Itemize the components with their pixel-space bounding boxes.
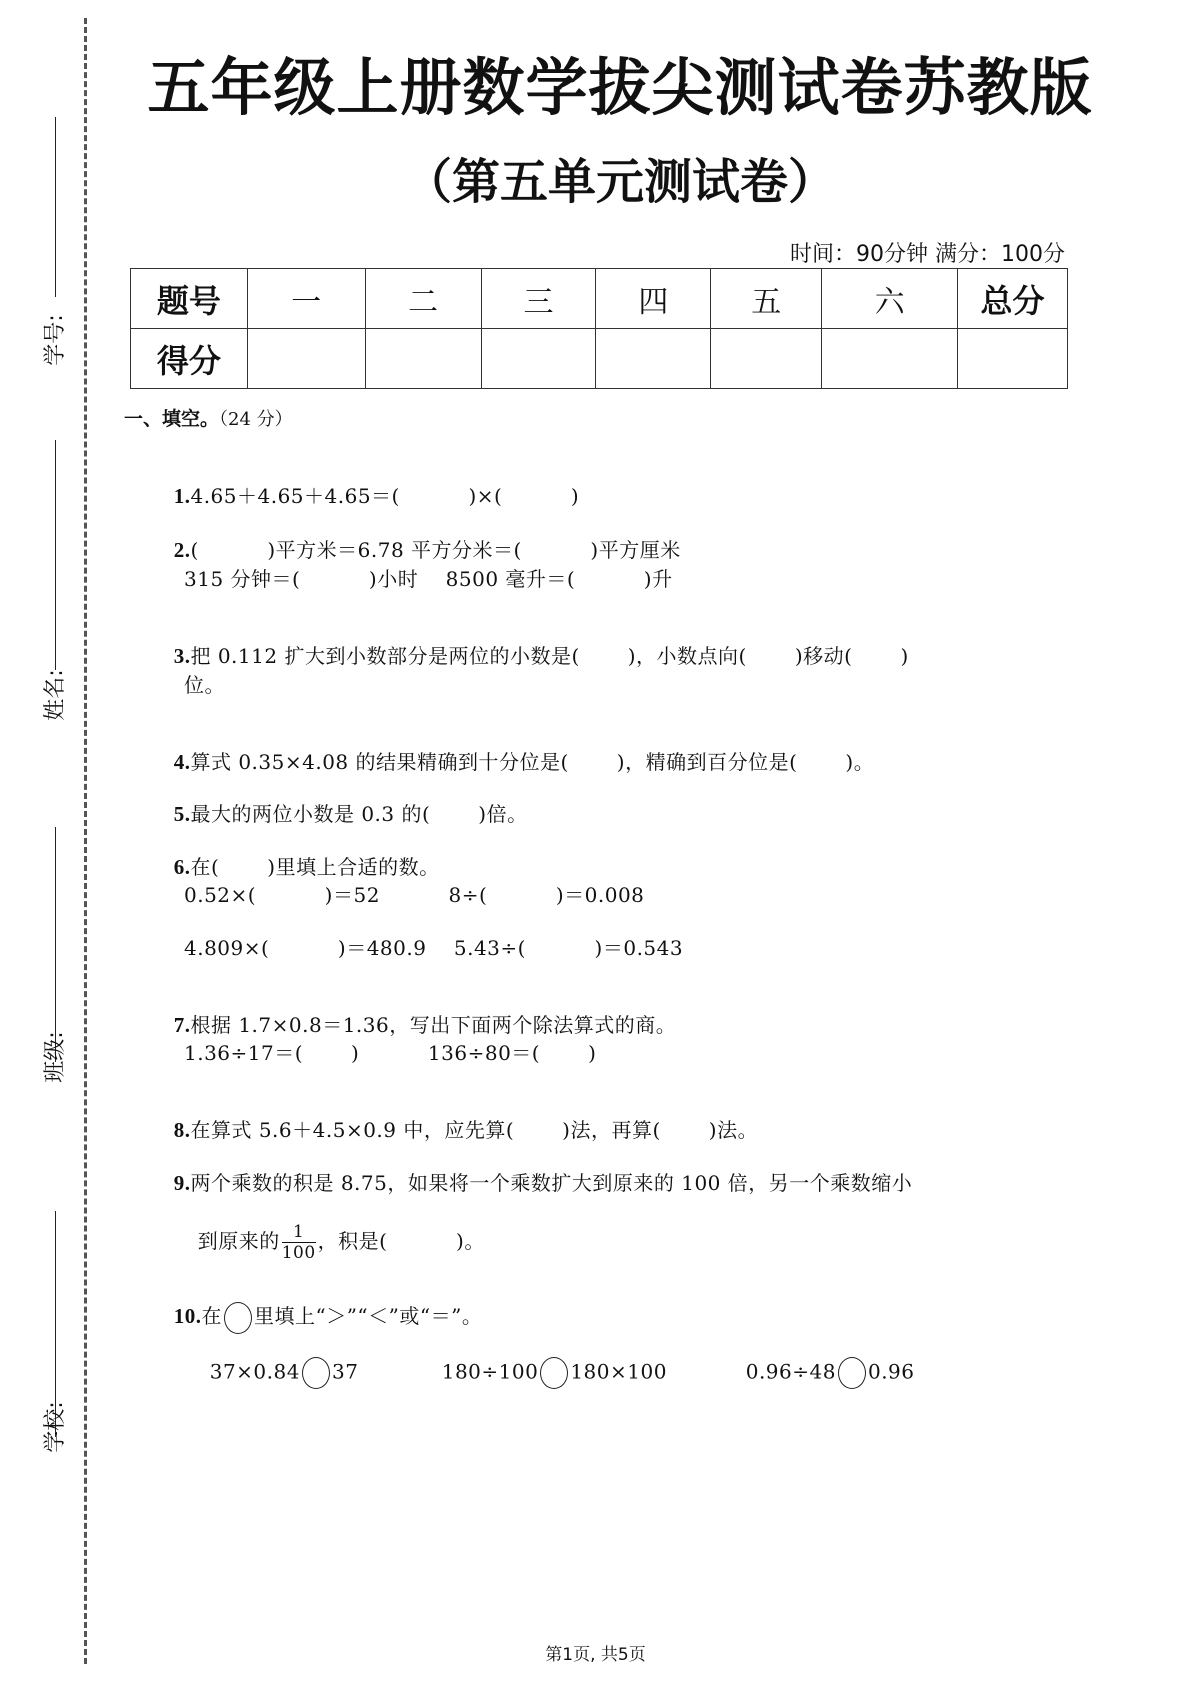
header-cell-6: 六 bbox=[822, 269, 958, 329]
comparison-circle-blank[interactable] bbox=[302, 1357, 330, 1389]
comparison-left: 180÷100 bbox=[441, 1359, 539, 1384]
comparison-3 bbox=[732, 1333, 915, 1389]
score-table-header-row bbox=[131, 269, 1068, 329]
question-text: 在( )里填上合适的数。 bbox=[190, 855, 440, 879]
fraction-one-hundredth bbox=[282, 1222, 316, 1263]
question-7-line-2: 1.36÷17＝( ) 136÷80＝( ) bbox=[184, 1041, 597, 1065]
header-cell-question-no: 题号 bbox=[131, 269, 248, 329]
question-text: 里填上“＞”“＜”或“＝”。 bbox=[253, 1304, 483, 1328]
score-table bbox=[130, 268, 1068, 389]
comparison-1 bbox=[196, 1333, 358, 1389]
question-number: 8. bbox=[173, 1118, 191, 1142]
header-cell-4: 四 bbox=[596, 269, 711, 329]
question-3 bbox=[160, 616, 909, 669]
comparison-circle-blank[interactable] bbox=[540, 1357, 568, 1389]
question-9 bbox=[160, 1143, 912, 1196]
fraction-denominator: 100 bbox=[281, 1243, 316, 1263]
question-text: ，积是( )。 bbox=[317, 1229, 485, 1253]
question-6-line-3: 4.809×( )＝480.9 5.43÷( )＝0.543 bbox=[184, 936, 684, 960]
question-number: 10. bbox=[173, 1304, 202, 1328]
header-cell-3: 三 bbox=[481, 269, 596, 329]
question-6-line-2: 0.52×( )＝52 8÷( )＝0.008 bbox=[184, 883, 645, 907]
question-number: 5. bbox=[173, 802, 191, 826]
question-text: 根据 1.7×0.8＝1.36，写出下面两个除法算式的商。 bbox=[190, 1013, 677, 1037]
comparison-2 bbox=[428, 1333, 667, 1389]
section-1-title: 一、填空。 bbox=[124, 408, 220, 430]
section-1-heading bbox=[124, 404, 293, 431]
header-cell-5: 五 bbox=[711, 269, 822, 329]
question-text: 在算式 5.6＋4.5×0.9 中，应先算( )法，再算( )法。 bbox=[190, 1118, 759, 1142]
score-cell-6[interactable] bbox=[822, 329, 958, 389]
student-id-blank-line bbox=[55, 117, 56, 297]
question-text: 4.65＋4.65＋4.65＝( )×( ) bbox=[190, 484, 580, 508]
score-cell-1[interactable] bbox=[247, 329, 365, 389]
question-text: 两个乘数的积是 8.75，如果将一个乘数扩大到原来的 100 倍，另一个乘数缩小 bbox=[190, 1171, 913, 1195]
page-indicator: 第1页, 共5页 bbox=[545, 1645, 646, 1665]
question-number: 1. bbox=[173, 484, 191, 508]
circle-icon bbox=[224, 1302, 252, 1334]
comparison-circle-blank[interactable] bbox=[838, 1357, 866, 1389]
exam-meta: 时间：90分钟 满分：100分 bbox=[790, 242, 1065, 267]
question-number: 3. bbox=[173, 644, 191, 668]
header-cell-2: 二 bbox=[365, 269, 481, 329]
question-5 bbox=[160, 774, 528, 827]
question-text: ( )平方米＝6.78 平方分米＝( )平方厘米 bbox=[190, 538, 681, 562]
question-8 bbox=[160, 1090, 758, 1143]
score-cell-4[interactable] bbox=[596, 329, 711, 389]
page-subtitle: （第五单元测试卷） bbox=[403, 154, 836, 210]
name-blank-line bbox=[55, 440, 56, 670]
question-number: 2. bbox=[173, 538, 191, 562]
score-table-score-row bbox=[131, 329, 1068, 389]
fraction-numerator: 1 bbox=[293, 1222, 305, 1242]
student-id-label: 学号: bbox=[43, 314, 68, 366]
score-cell-3[interactable] bbox=[481, 329, 596, 389]
comparison-right: 0.96 bbox=[867, 1359, 915, 1384]
score-cell-5[interactable] bbox=[711, 329, 822, 389]
question-number: 6. bbox=[173, 855, 191, 879]
comparison-right: 37 bbox=[331, 1359, 359, 1384]
question-6 bbox=[160, 827, 440, 880]
name-label: 姓名: bbox=[43, 669, 68, 721]
question-2 bbox=[160, 510, 681, 563]
page-title: 五年级上册数学拔尖测试卷苏教版 bbox=[147, 51, 1093, 124]
score-row-label: 得分 bbox=[131, 329, 248, 389]
question-number: 7. bbox=[173, 1013, 191, 1037]
question-1 bbox=[160, 456, 579, 509]
question-3-line-2: 位。 bbox=[184, 673, 225, 697]
question-text: 最大的两位小数是 0.3 的( )倍。 bbox=[190, 802, 528, 826]
section-1-points: （24 分） bbox=[219, 409, 293, 430]
school-label: 学校: bbox=[43, 1401, 68, 1453]
class-label: 班级: bbox=[43, 1031, 68, 1083]
question-4 bbox=[160, 722, 874, 775]
question-number: 9. bbox=[173, 1171, 191, 1195]
score-cell-2[interactable] bbox=[365, 329, 481, 389]
comparison-right: 180×100 bbox=[570, 1359, 667, 1384]
question-10 bbox=[160, 1276, 482, 1334]
question-text: 算式 0.35×4.08 的结果精确到十分位是( )，精确到百分位是( )。 bbox=[190, 750, 875, 774]
question-number: 4. bbox=[173, 750, 191, 774]
binding-dashed-line bbox=[84, 18, 87, 1664]
question-text: 在 bbox=[201, 1304, 222, 1328]
question-text: 到原来的 bbox=[197, 1229, 280, 1253]
header-cell-1: 一 bbox=[247, 269, 365, 329]
comparison-left: 37×0.84 bbox=[209, 1359, 300, 1384]
header-cell-total: 总分 bbox=[958, 269, 1068, 329]
question-2-line-2: 315 分钟＝( )小时 8500 毫升＝( )升 bbox=[184, 567, 673, 591]
question-7 bbox=[160, 985, 676, 1038]
question-9-line-2 bbox=[184, 1198, 485, 1263]
comparison-left: 0.96÷48 bbox=[745, 1359, 836, 1384]
score-cell-total[interactable] bbox=[958, 329, 1068, 389]
question-text: 把 0.112 扩大到小数部分是两位的小数是( )，小数点向( )移动( ) bbox=[190, 644, 909, 668]
